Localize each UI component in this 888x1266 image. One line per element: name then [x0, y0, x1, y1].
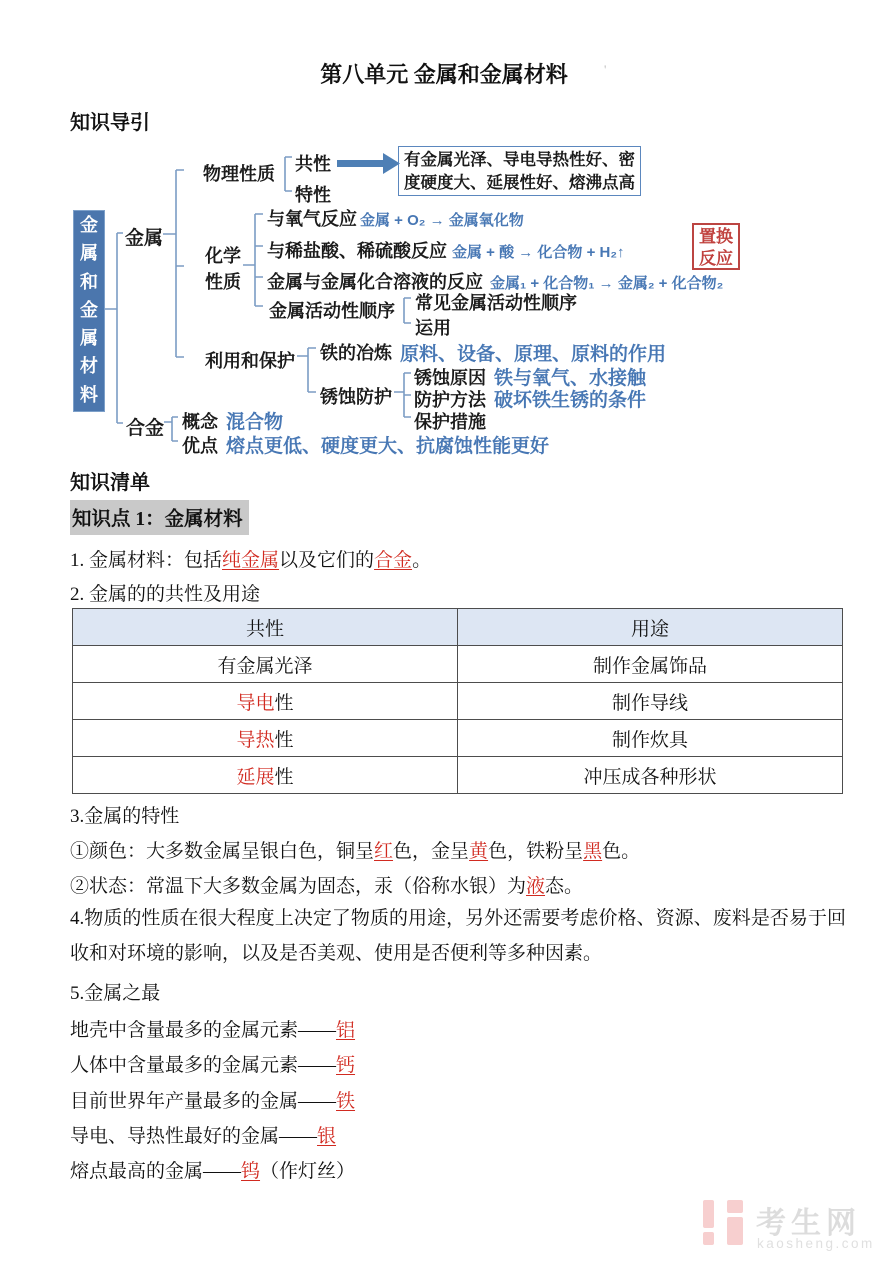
node-oxygen-reaction: 与氧气反应: [267, 209, 357, 229]
physical-common-box: [398, 146, 641, 196]
term-aluminium: 铝: [336, 1020, 356, 1041]
knowledge-point-1-heading: 知识点 1：金属材料: [70, 500, 249, 535]
alloy-advantage-note: 熔点更低、硬度更大、抗腐蚀性能更好: [226, 436, 550, 457]
header-common: 共性: [73, 609, 458, 646]
metal-record-item: 地壳中含量最多的金属元素——铝: [70, 1020, 356, 1041]
header-use: 用途: [458, 609, 843, 646]
table-row: 导热性 制作炊具: [73, 720, 843, 757]
node-activity-series: 金属活动性顺序: [269, 301, 395, 321]
replacement-line2: 反应: [699, 249, 733, 268]
node-solution-reaction: 金属与金属化合溶液的反应: [267, 272, 483, 292]
section-heading-knowledge-list: 知识清单: [70, 472, 150, 494]
oxygen-formula: 金属 + O₂ → 金属氧化物: [360, 212, 524, 229]
node-alloy-advantage: 优点: [182, 436, 218, 456]
table-row: 导电性 制作导线: [73, 683, 843, 720]
term-calcium: 钙: [336, 1055, 356, 1076]
acid-formula: 金属 + 酸 → 化合物 + H₂↑: [452, 244, 625, 261]
metal-record-item: 熔点最高的金属——钨（作灯丝）: [70, 1161, 356, 1182]
node-chemical-2: 性质: [205, 272, 241, 292]
physical-common-line2: 度硬度大、延展性好、熔沸点高: [404, 174, 635, 192]
term-tungsten: 钨: [241, 1161, 261, 1182]
term-ductility: 延展: [236, 766, 275, 788]
term-pure-metal: 纯金属: [222, 550, 280, 571]
node-acid-reaction: 与稀盐酸、稀硫酸反应: [267, 241, 447, 261]
term-yellow: 黄: [469, 841, 489, 862]
rust-method-note: 破坏铁生锈的条件: [494, 390, 647, 411]
node-alloy: 合金: [126, 418, 165, 439]
node-activity-common: 常见金属活动性顺序: [415, 293, 577, 313]
node-alloy-concept: 概念: [182, 412, 218, 432]
term-conductive: 导电: [236, 692, 275, 714]
node-chemical-1: 化学: [205, 246, 241, 266]
table-row: 有金属光泽 制作金属饰品: [73, 646, 843, 683]
node-common: 共性: [295, 154, 331, 174]
term-black: 黑: [583, 841, 603, 862]
term-iron: 铁: [336, 1091, 356, 1112]
arrow-right-icon: [337, 153, 400, 174]
replacement-line1: 置换: [699, 227, 733, 246]
rust-cause-note: 铁与氧气、水接触: [494, 368, 647, 389]
metal-record-item: 导电、导热性最好的金属——银: [70, 1126, 337, 1147]
paragraph-4: ①颜色：大多数金属呈银白色，铜呈红色，金呈黄色，铁粉呈黑色。: [70, 841, 641, 862]
stray-mark: ': [604, 62, 607, 77]
table-header-row: [73, 609, 843, 646]
knowledge-map: [60, 138, 860, 460]
table-row: 延展性 冲压成各种形状: [73, 757, 843, 794]
term-liquid: 液: [526, 876, 546, 897]
node-special: 特性: [295, 185, 331, 205]
physical-common-line1: 有金属光泽、导电导热性好、密: [404, 151, 635, 169]
paragraph-5: ②状态：常温下大多数金属为固态，汞（俗称水银）为液态。: [70, 876, 584, 897]
paragraph-3: 3.金属的特性: [70, 806, 180, 827]
watermark-domain: kaosheng.com: [757, 1236, 875, 1251]
common-properties-table: [72, 608, 843, 794]
page-title: 第八单元 金属和金属材料: [320, 62, 568, 87]
node-protection: 利用和保护: [205, 351, 295, 371]
term-silver: 银: [317, 1126, 337, 1147]
node-rust-protection: 锈蚀防护: [320, 387, 392, 407]
node-physical-properties: 物理性质: [203, 164, 275, 184]
metal-record-item: 人体中含量最多的金属元素——钙: [70, 1055, 356, 1076]
node-activity-use: 运用: [415, 318, 451, 338]
term-heat-conductive: 导热: [236, 729, 275, 751]
node-rust-cause: 锈蚀原因: [414, 368, 486, 388]
root-node: 金属和金属材料: [73, 210, 105, 412]
iron-smelting-note: 原料、设备、原理、原料的作用: [400, 344, 667, 365]
paragraph-2: 2. 金属的的共性及用途: [70, 584, 261, 605]
section-heading-knowledge-guide: 知识导引: [70, 112, 150, 134]
paragraph-7: 5.金属之最: [70, 983, 161, 1004]
node-rust-method: 防护方法: [414, 390, 486, 410]
term-alloy: 合金: [374, 550, 413, 571]
paragraph-1: 1. 金属材料：包括纯金属以及它们的合金。: [70, 550, 432, 571]
node-metal: 金属: [125, 228, 164, 249]
solution-formula: 金属₁ + 化合物₁ → 金属₂ + 化合物₂: [490, 275, 724, 292]
alloy-concept-note: 混合物: [226, 412, 284, 433]
paragraph-6: 4.物质的性质在很大程度上决定了物质的用途，另外还需要考虑价格、资源、废料是否易于回收和对环境的影响，以及是否美观、使用是否便利等多种因素。: [70, 908, 846, 964]
watermark-brand: 考生网: [756, 1207, 861, 1240]
node-iron-smelting: 铁的冶炼: [320, 343, 392, 363]
term-red: 红: [374, 841, 394, 862]
node-rust-measure: 保护措施: [414, 412, 486, 432]
metal-record-item: 目前世界年产量最多的金属——铁: [70, 1091, 356, 1112]
replacement-reaction-box: [692, 223, 740, 270]
